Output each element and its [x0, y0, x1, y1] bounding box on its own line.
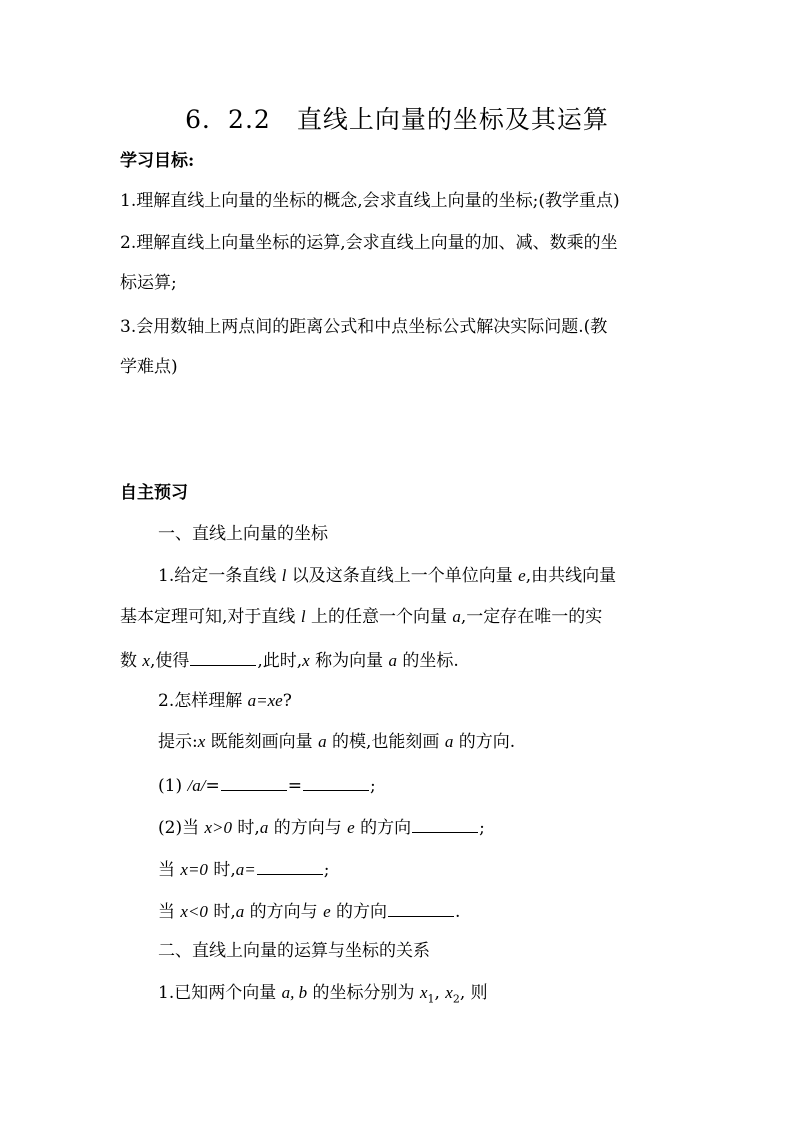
section-2-heading: 二、直线上向量的运算与坐标的关系	[158, 941, 430, 961]
section-1-heading: 一、直线上向量的坐标	[158, 524, 328, 544]
statement-4: 当 x<0 时,a 的方向与 e 的方向 .	[158, 899, 460, 923]
paragraph-1-line-3: 数 x,使得 ,此时,x 称为向量 a 的坐标.	[120, 648, 459, 672]
goal-item-2: 2.理解直线上向量坐标的运算,会求直线上向量的加、减、数乘的坐	[120, 233, 618, 253]
page-title: 6．2.2 直线上向量的坐标及其运算	[185, 105, 609, 134]
goal-item-3-cont: 学难点)	[120, 357, 178, 377]
paragraph-2: 1.已知两个向量 a, b 的坐标分别为 $x_1$, $x_2$, 则	[158, 983, 488, 1006]
fill-blank[interactable]	[388, 899, 454, 917]
goal-item-2-cont: 标运算;	[120, 273, 177, 293]
statement-1: (1) /a/= = ;	[158, 773, 376, 797]
hint: 提示:x 既能刻画向量 a 的模,也能刻画 a 的方向.	[158, 732, 516, 752]
paragraph-1-line-1: 1.给定一条直线 l 以及这条直线上一个单位向量 e,由共线向量	[158, 566, 617, 586]
statement-2: (2)当 x>0 时,a 的方向与 e 的方向 ;	[158, 815, 485, 839]
fill-blank[interactable]	[303, 773, 369, 791]
preview-heading: 自主预习	[120, 483, 188, 503]
paragraph-1-line-2: 基本定理可知,对于直线 l 上的任意一个向量 a,一定存在唯一的实	[120, 607, 603, 627]
fill-blank[interactable]	[190, 648, 256, 666]
question-2: 2.怎样理解 a=xe?	[158, 691, 292, 711]
goals-heading: 学习目标:	[120, 151, 195, 171]
goal-item-3: 3.会用数轴上两点间的距离公式和中点坐标公式解决实际问题.(教	[120, 317, 608, 337]
fill-blank[interactable]	[412, 815, 478, 833]
goal-item-1: 1.理解直线上向量的坐标的概念,会求直线上向量的坐标;(教学重点)	[120, 191, 620, 211]
statement-3: 当 x=0 时,a= ;	[158, 857, 329, 881]
fill-blank[interactable]	[221, 773, 287, 791]
fill-blank[interactable]	[257, 857, 323, 875]
